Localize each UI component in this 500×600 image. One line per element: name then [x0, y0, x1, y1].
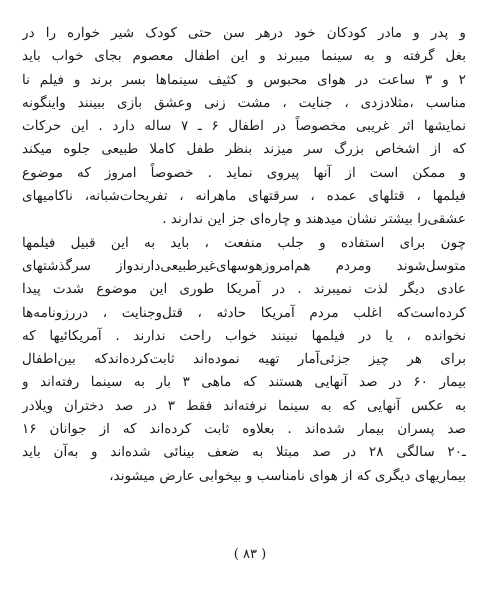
text-line: ـ۲۰ سالگی ۲۸ در صد مبتلا به ضعف بینائی شده‌اند و به‌آن باید: [22, 444, 466, 461]
text-line: که از اشخاص بزرگ سر میزند بنظر طفل کاملا طبیعی جلوه میکند: [22, 141, 466, 158]
text-line: متوسل‌شوند ومردم هم‌امروزهوسهای‌غیرطبیعی‌دارندواز سرگذشتهای: [22, 257, 466, 274]
text-line: عشقی‌را بیشتر نشان میدهند و چاره‌ای جز این ندارند .: [162, 211, 466, 228]
body-text: [22, 22, 466, 488]
text-line: به عکس آنهایی که به سینما نرفته‌اند فقط ۳ در صد دختران ویلادر: [22, 397, 466, 414]
text-line: بیمار ۶۰ در صد آنهایی هستند که ماهی ۳ بار به سینما رفته‌اند و: [22, 374, 466, 391]
text-line: کرده‌است‌که اغلب مردم آمریکا حادثه ، قتل‌وجنایت ، دررزو‌نامه‌ها: [22, 304, 466, 321]
text-line: صد پسران بیمار شده‌اند . بعلاوه ثابت کرده‌اند که از جوانان ۱۶: [22, 421, 466, 438]
text-line: بیماریهای دیگری که از هوای نامناسب و بیخوابی عارض میشوند،: [109, 467, 466, 484]
text-line: چون برای استفاده و جلب منفعت ، باید به این قبیل فیلمها: [22, 234, 466, 251]
text-line: و پدر و مادر کودکان خود درهر سن حتی کودک شیر خواره را در: [22, 25, 466, 41]
text-line: نمایشها اثر غریبی مخصوصاً در اطفال ۶ ـ ۷ ساله دارد . این حرکات: [22, 118, 466, 135]
text-line: برای هر چیز جزئی‌آمار تهیه نموده‌اند ثابت‌کرده‌اندکه بین‌اطفال: [22, 351, 466, 368]
text-line: مناسب ،مثلادزدی ، جنایت ، مشت زنی وعشق بازی ببینند واینگونه: [22, 94, 466, 111]
text-line: ۲ و ۳ ساعت در هوای محبوس و کثیف سینماها بسر برند و فیلم نا: [22, 71, 466, 88]
text-line: فیلمها ، قتلهای عمده ، سرقتهای ماهرانه ، تفریحات‌شبانه، ناکامیهای: [22, 188, 466, 205]
text-line: بغل گرفته و به سینما میبرند و این اطفال معصوم بجای خواب باید: [22, 48, 466, 65]
text-line: و ممکن است از آنها پیروی نماید . خصوصاً امروز که موضوع: [22, 164, 466, 181]
page-number: ( ۸۳ ): [233, 547, 267, 562]
text-line: عادی دیگر لذت نمیبرند . در آمریکا طوری این موضوع شدت پیدا: [22, 281, 466, 298]
text-line: نخوانده ، یا در فیلمها نبینند خواب راحت ندارند . آمریکائیها که: [22, 327, 466, 344]
